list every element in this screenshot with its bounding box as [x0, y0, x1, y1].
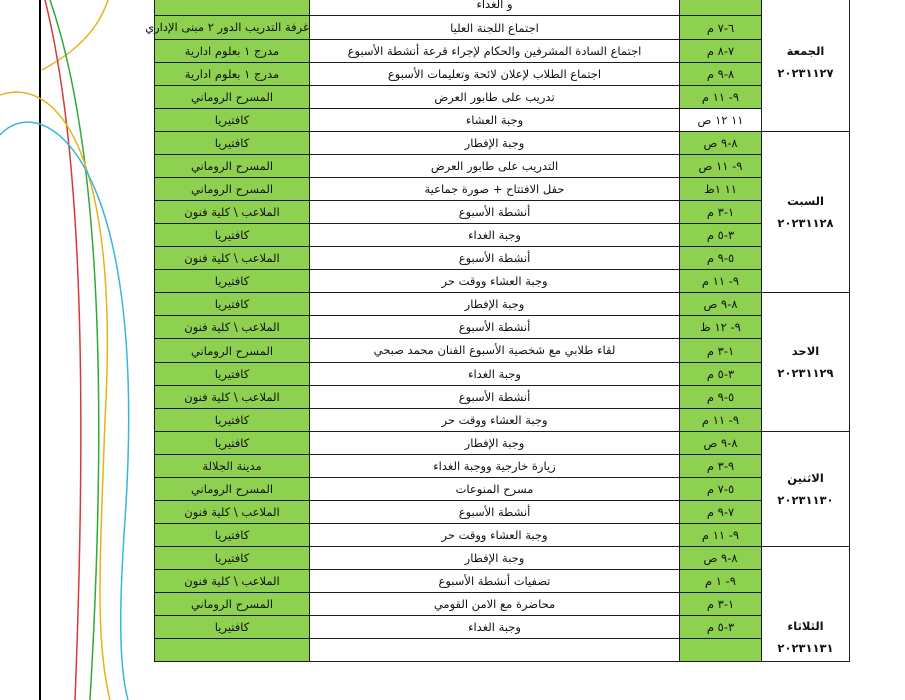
day-date: ٢٠٢٣١١٢٩ [777, 366, 834, 380]
table-row [155, 478, 850, 501]
activity-cell: وجبة العشاء [310, 109, 680, 132]
time-cell: ٨-٩ ص [680, 547, 762, 570]
time-cell: ٦-٧ م [680, 16, 762, 40]
table-row [155, 201, 850, 224]
table-row [155, 363, 850, 386]
table-row [155, 593, 850, 616]
place-cell: كافتيريا [155, 224, 310, 247]
place-cell [155, 639, 310, 662]
activity-cell: التدريب على طابور العرض [310, 155, 680, 178]
place-cell: الملاعب \ كلية فنون [155, 501, 310, 524]
activity-cell: اجتماع الطلاب لإعلان لائحة وتعليمات الأسبوع [310, 63, 680, 86]
table-row [155, 616, 850, 639]
table-row [155, 178, 850, 201]
table-row [155, 224, 850, 247]
table-row [155, 63, 850, 86]
time-cell: ١١ ١٢ ص [680, 109, 762, 132]
activity-cell: زيارة خارجية ووجبة الغداء [310, 455, 680, 478]
activity-cell: وجبة العشاء ووقت حر [310, 270, 680, 293]
day-name: السبت [787, 194, 824, 208]
place-cell: كافتيريا [155, 293, 310, 316]
day-name: الاحد [791, 344, 820, 358]
activity-cell: اجتماع اللجنة العليا [310, 16, 680, 40]
place-cell: كافتيريا [155, 109, 310, 132]
place-cell: مدرج ١ بعلوم ادارية [155, 40, 310, 63]
table-row [155, 570, 850, 593]
time-cell: ٩- ١١ م [680, 86, 762, 109]
place-cell: المسرح الروماني [155, 593, 310, 616]
table-row [155, 40, 850, 63]
day-cell [762, 547, 850, 662]
table-row [155, 455, 850, 478]
table-row [155, 293, 850, 316]
place-cell: الملاعب \ كلية فنون [155, 247, 310, 270]
time-cell: ٣-٥ م [680, 616, 762, 639]
time-cell: ٥-٩ م [680, 386, 762, 409]
day-name: الاثنين [787, 471, 824, 485]
time-cell: ١-٣ م [680, 593, 762, 616]
schedule-table [145, 0, 850, 662]
activity-cell: وجبة الإفطار [310, 432, 680, 455]
table-row [155, 524, 850, 547]
place-cell: المسرح الروماني [155, 155, 310, 178]
table-row [155, 0, 850, 16]
activity-cell: وجبة الغداء [310, 616, 680, 639]
activity-cell: و الغداء [310, 0, 680, 16]
table-row [155, 247, 850, 270]
activity-cell: أنشطة الأسبوع [310, 501, 680, 524]
time-cell: ٧-٨ م [680, 40, 762, 63]
day-date: ٢٠٢٣١١٣٠ [777, 493, 834, 507]
day-date: ٢٠٢٣١١٢٨ [777, 216, 834, 230]
day-cell [762, 293, 850, 432]
activity-cell: مسرح المنوعات [310, 478, 680, 501]
activity-cell: أنشطة الأسبوع [310, 316, 680, 339]
activity-cell: حفل الافتتاح + صورة جماعية [310, 178, 680, 201]
place-cell: غرفة التدريب الدور ٢ مبنى الإداري [155, 16, 310, 40]
activity-cell: تصفيات أنشطة الأسبوع [310, 570, 680, 593]
activity-cell: تدريب على طابور العرض [310, 86, 680, 109]
time-cell: ٧-٩ م [680, 501, 762, 524]
activity-cell: وجبة الإفطار [310, 547, 680, 570]
place-cell: الملاعب \ كلية فنون [155, 570, 310, 593]
time-cell: ٣-٥ م [680, 363, 762, 386]
place-cell: المسرح الروماني [155, 339, 310, 363]
activity-cell: وجبة الغداء [310, 224, 680, 247]
table-row [155, 270, 850, 293]
place-cell [155, 0, 310, 16]
time-cell: ٥-٩ م [680, 247, 762, 270]
time-cell: ٩- ١ م [680, 570, 762, 593]
activity-cell: محاضرة مع الامن القومي [310, 593, 680, 616]
time-cell: ٩- ١١ م [680, 409, 762, 432]
activity-cell: وجبة الغداء [310, 363, 680, 386]
table-row [155, 16, 850, 40]
place-cell: مدينة الجلالة [155, 455, 310, 478]
activity-cell: وجبة العشاء ووقت حر [310, 409, 680, 432]
day-cell [762, 0, 850, 132]
table-row [155, 155, 850, 178]
table-row [155, 109, 850, 132]
activity-cell: أنشطة الأسبوع [310, 386, 680, 409]
time-cell: ٨-٩ ص [680, 132, 762, 155]
activity-cell: أنشطة الأسبوع [310, 247, 680, 270]
place-cell: مدرج ١ بعلوم ادارية [155, 63, 310, 86]
place-cell: المسرح الروماني [155, 86, 310, 109]
time-cell: ٣-٥ م [680, 224, 762, 247]
activity-cell: أنشطة الأسبوع [310, 201, 680, 224]
time-cell: ٩- ١١ ص [680, 155, 762, 178]
day-date: ٢٠٢٣١١٣١ [777, 641, 834, 655]
time-cell: ١١ ١ظ [680, 178, 762, 201]
activity-cell [310, 639, 680, 662]
time-cell: ١-٣ م [680, 339, 762, 363]
time-cell: ٩- ١١ م [680, 270, 762, 293]
table-row [155, 501, 850, 524]
table-row [155, 547, 850, 570]
place-cell: المسرح الروماني [155, 478, 310, 501]
time-cell: ٥-٧ م [680, 478, 762, 501]
day-name: الثلاثاء [787, 619, 824, 633]
day-name: الجمعة [786, 44, 825, 58]
activity-cell: لقاء طلابي مع شخصية الأسبوع الفنان محمد صبحي [310, 339, 680, 363]
time-cell: ٩- ١١ م [680, 524, 762, 547]
place-cell: الملاعب \ كلية فنون [155, 201, 310, 224]
place-cell: كافتيريا [155, 363, 310, 386]
place-cell: كافتيريا [155, 547, 310, 570]
table-row [155, 316, 850, 339]
place-cell: كافتيريا [155, 524, 310, 547]
time-cell: ٩-٣ م [680, 455, 762, 478]
time-cell: ٨-٩ م [680, 63, 762, 86]
place-cell: المسرح الروماني [155, 178, 310, 201]
time-cell [680, 0, 762, 16]
time-cell: ٩- ١٢ ظ [680, 316, 762, 339]
time-cell [680, 639, 762, 662]
activity-cell: وجبة الإفطار [310, 132, 680, 155]
table-row [155, 339, 850, 363]
activity-cell: وجبة الإفطار [310, 293, 680, 316]
activity-cell: اجتماع السادة المشرفين والحكام لإجراء قرعة أنشطة الأسبوع [310, 40, 680, 63]
decorative-curves [0, 0, 160, 700]
table-row [155, 86, 850, 109]
table-row [155, 639, 850, 662]
place-cell: كافتيريا [155, 132, 310, 155]
place-cell: كافتيريا [155, 409, 310, 432]
day-cell [762, 432, 850, 547]
time-cell: ١-٣ م [680, 201, 762, 224]
table-row [155, 132, 850, 155]
table-row [155, 409, 850, 432]
table-row [155, 432, 850, 455]
place-cell: كافتيريا [155, 616, 310, 639]
activity-cell: وجبة العشاء ووقت حر [310, 524, 680, 547]
place-cell: كافتيريا [155, 432, 310, 455]
place-cell: الملاعب \ كلية فنون [155, 316, 310, 339]
table-row [155, 386, 850, 409]
day-cell [762, 132, 850, 293]
place-cell: كافتيريا [155, 270, 310, 293]
day-date: ٢٠٢٣١١٢٧ [777, 66, 834, 80]
place-cell: الملاعب \ كلية فنون [155, 386, 310, 409]
time-cell: ٨-٩ ص [680, 293, 762, 316]
time-cell: ٨-٩ ص [680, 432, 762, 455]
